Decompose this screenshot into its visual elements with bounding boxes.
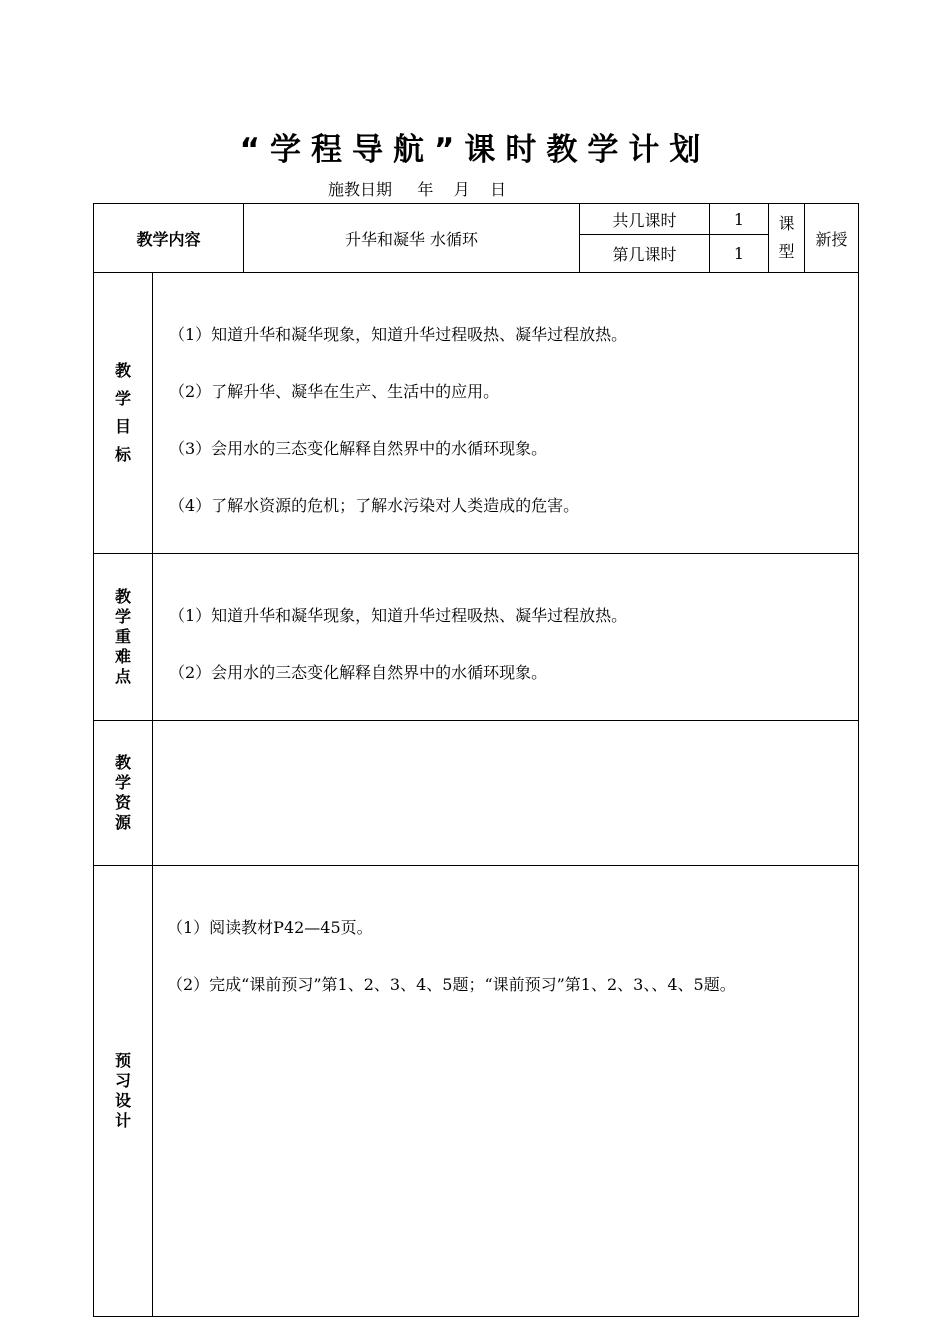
objectives-content-cell xyxy=(153,273,859,554)
objective-item: （4）了解水资源的危机；了解水污染对人类造成的危害。 xyxy=(169,496,580,515)
objectives-list xyxy=(153,273,858,553)
page-title: “学程导航”课时教学计划 xyxy=(239,132,711,168)
type-value-cell xyxy=(805,204,859,273)
topic-text: 升华和凝华 水循环 xyxy=(344,229,479,249)
content-label-cell xyxy=(94,204,244,273)
preview-list xyxy=(153,866,858,1032)
total-lessons-label-cell xyxy=(580,204,710,235)
preview-item: （1）阅读教材P42—45页。 xyxy=(167,918,373,937)
preview-content-cell xyxy=(153,866,859,1317)
type-label-cell xyxy=(769,204,805,273)
resources-label: 教学资源 xyxy=(114,753,131,832)
type-label: 课型 xyxy=(778,214,795,261)
key-points-list xyxy=(153,554,858,720)
key-points-label-cell xyxy=(94,554,153,721)
topic-cell xyxy=(244,204,580,273)
objectives-label-cell xyxy=(94,273,153,554)
preview-item: （2）完成“课前预习”第1、2、3、4、5题；“课前预习”第1、2、3、、4、5题。 xyxy=(167,975,736,994)
lesson-number-value: 1 xyxy=(733,244,745,263)
total-lessons-label: 共几课时 xyxy=(612,210,677,230)
key-points-content-cell xyxy=(153,554,859,721)
lesson-number-label: 第几课时 xyxy=(612,245,677,264)
lesson-plan-table xyxy=(93,203,859,1317)
total-lessons-value-cell xyxy=(710,204,769,235)
resources-label-cell xyxy=(94,721,153,866)
type-value: 新授 xyxy=(815,229,848,249)
preview-label-cell xyxy=(94,866,153,1317)
teaching-date-line: 施教日期 年 月 日 xyxy=(328,180,507,199)
content-label: 教学内容 xyxy=(136,229,201,249)
objective-item: （2）了解升华、凝华在生产、生活中的应用。 xyxy=(169,382,500,401)
preview-label: 预习设计 xyxy=(114,1051,131,1130)
lesson-number-value-cell xyxy=(710,235,769,273)
objectives-label: 教学目标 xyxy=(114,361,131,464)
objective-item: （1）知道升华和凝华现象，知道升华过程吸热、凝华过程放热。 xyxy=(169,325,628,344)
key-point-item: （1）知道升华和凝华现象，知道升华过程吸热、凝华过程放热。 xyxy=(169,606,628,625)
objective-item: （3）会用水的三态变化解释自然界中的水循环现象。 xyxy=(169,439,548,458)
key-point-item: （2）会用水的三态变化解释自然界中的水循环现象。 xyxy=(169,663,548,682)
key-points-label: 教学重难点 xyxy=(114,587,131,686)
total-lessons-value: 1 xyxy=(733,209,745,229)
lesson-number-label-cell xyxy=(580,235,710,273)
resources-content-cell xyxy=(153,721,859,866)
